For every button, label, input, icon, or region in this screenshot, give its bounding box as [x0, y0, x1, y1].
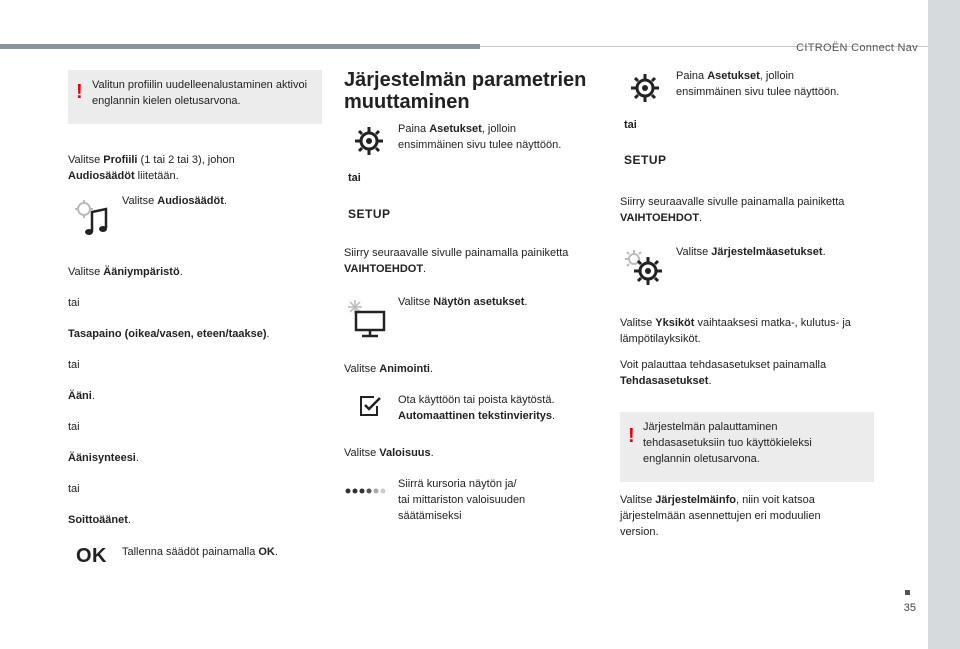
paragraph-factory-reset: Voit palauttaa tehdasasetukset painamalla Tehdasasetukset.: [620, 359, 827, 387]
page-edge-tab: [928, 0, 960, 649]
step-press-settings: Paina Asetukset, jolloin ensimmäinen sivu tulee näyttöön.: [676, 70, 840, 98]
header-bar: [0, 44, 480, 49]
step-save-ok: Tallenna säädöt painamalla OK.: [122, 546, 278, 558]
audio-settings-icon: [72, 198, 112, 238]
ok-button-icon: OK: [76, 545, 107, 567]
paragraph-units: Valitse Yksiköt vaihtaaksesi matka-, kulutus- ja lämpötilayksiköt.: [620, 317, 851, 345]
system-settings-icon: [622, 247, 666, 289]
or-label: tai: [68, 359, 80, 371]
page-marker: [905, 590, 910, 595]
checkbox-icon: [358, 394, 382, 418]
or-label: tai: [68, 483, 80, 495]
paragraph-brightness: Valitse Valoisuus.: [344, 447, 434, 459]
page-header-title: CITROËN Connect Nav: [796, 42, 918, 54]
page-number: 35: [903, 602, 916, 614]
step-adjust-brightness: Siirrä kursoria näytön ja/ tai mittariston valoisuuden säätämiseksi: [398, 478, 526, 522]
display-settings-icon: [346, 298, 388, 340]
paragraph-options: Siirry seuraavalle sivulle painamalla painiketta VAIHTOEHDOT.: [620, 196, 845, 224]
paragraph-profile: Valitse Profiili (1 tai 2 tai 3), johon Audiosäädöt liitetään.: [68, 154, 235, 182]
brightness-slider-icon: [344, 486, 390, 496]
section-heading: Järjestelmän parametrien muuttaminen: [344, 69, 587, 113]
paragraph-ringtones: Soittoäänet.: [68, 514, 131, 526]
or-label: tai: [624, 119, 637, 131]
paragraph-animation: Valitse Animointi.: [344, 363, 434, 375]
step-press-settings: Paina Asetukset, jolloin ensimmäinen sivu tulee näyttöön.: [398, 123, 562, 151]
setup-button-icon: SETUP: [348, 207, 391, 221]
warning-icon: !: [628, 425, 635, 447]
paragraph-system-info: Valitse Järjestelmäinfo, niin voit katsoa järjestelmään asennettujen eri moduulien version.: [620, 494, 821, 538]
paragraph-balance: Tasapaino (oikea/vasen, eteen/taakse).: [68, 328, 270, 340]
setup-button-icon: SETUP: [624, 153, 667, 167]
or-label: tai: [68, 421, 80, 433]
warning-icon: !: [76, 81, 83, 103]
step-display-settings: Valitse Näytön asetukset.: [398, 296, 528, 308]
step-system-settings: Valitse Järjestelmäasetukset.: [676, 246, 826, 258]
paragraph-options: Siirry seuraavalle sivulle painamalla painiketta VAIHTOEHDOT.: [344, 247, 569, 275]
paragraph-sound-environment: Valitse Ääniympäristö.: [68, 266, 183, 278]
paragraph-sound: Ääni.: [68, 390, 95, 402]
step-audio-settings: Valitse Audiosäädöt.: [122, 195, 227, 207]
or-label: tai: [68, 297, 80, 309]
step-auto-scroll: Ota käyttöön tai poista käytöstä. Automaattinen tekstinvieritys.: [398, 394, 556, 422]
warning-note-text: Järjestelmän palauttaminen tehdasasetuksiin tuo käyttökieleksi englannin oletusarvona.: [643, 421, 812, 465]
or-label: tai: [348, 172, 361, 184]
settings-gear-icon: [630, 73, 660, 103]
settings-gear-icon: [354, 126, 384, 156]
warning-note-text: Valitun profiilin uudelleenalustaminen aktivoi englannin kielen oletusarvona.: [92, 79, 308, 107]
paragraph-voice-synthesis: Äänisynteesi.: [68, 452, 139, 464]
